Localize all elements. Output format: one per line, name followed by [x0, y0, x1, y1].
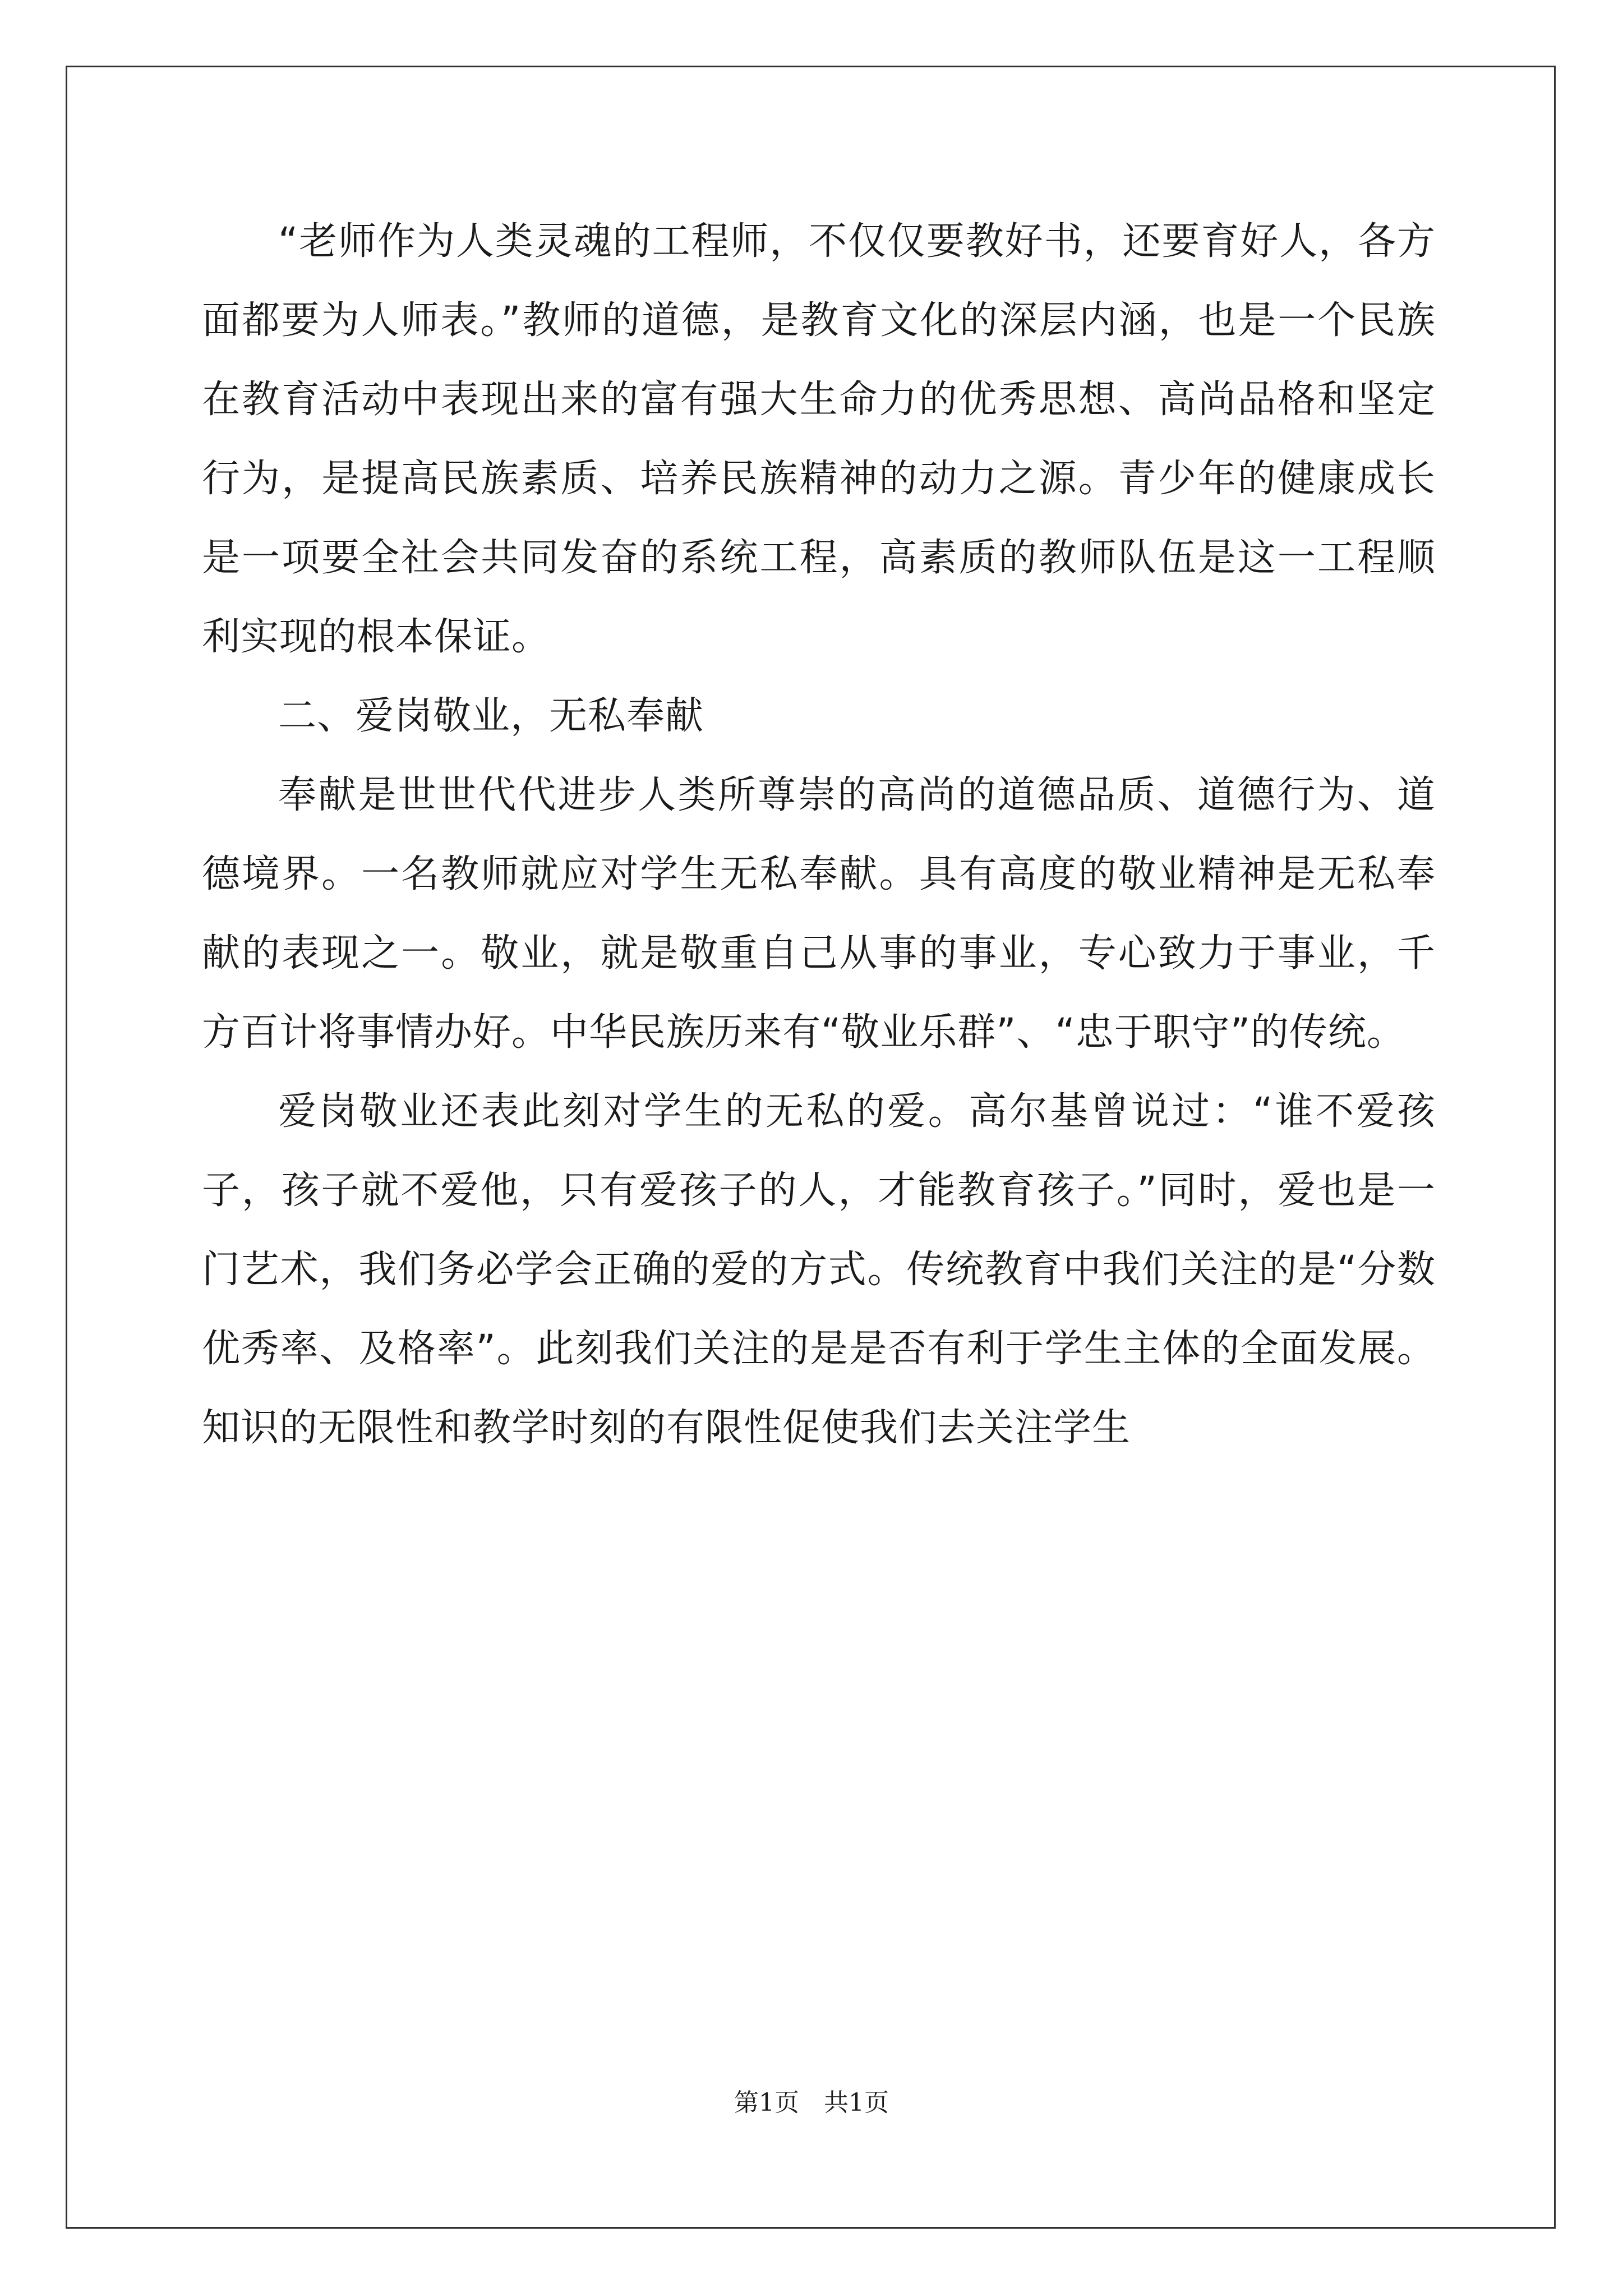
- page-number: 第1页: [734, 2088, 799, 2117]
- section-heading: 二、爱岗敬业，无私奉献: [278, 694, 704, 738]
- page-footer: [0, 2082, 1623, 2118]
- paragraph-intro: “老师作为人类灵魂的工程师，不仅仅要教好书，还要育好人，各方面都要为人师表。”教师的道德，是教育文化的深层内涵，也是一个民族在教育活动中表现出来的富有强大生命力的优秀思想、高尚品格和坚定行为，是提高民族素质、培养民族精神的动力之源。青少年的健康成长是一项要全社会共同发奋的系统工程，高素质的教师队伍是这一工程顺利实现的根本保证。: [202, 219, 1436, 659]
- document-body: [202, 202, 1436, 1467]
- paragraph-dedication: 奉献是世世代代进步人类所尊崇的高尚的道德品质、道德行为、道德境界。一名教师就应对学生无私奉献。具有高度的敬业精神是无私奉献的表现之一。敬业，就是敬重自己从事的事业，专心致力于事业，千方百计将事情办好。中华民族历来有“敬业乐群”、“忠于职守”的传统。: [202, 773, 1436, 1055]
- paragraph-love: 爱岗敬业还表此刻对学生的无私的爱。高尔基曾说过：“谁不爱孩子，孩子就不爱他，只有爱孩子的人，才能教育孩子。”同时，爱也是一门艺术，我们务必学会正确的爱的方式。传统教育中我们关注的是“分数优秀率、及格率”。此刻我们关注的是是否有利于学生主体的全面发展。知识的无限性和教学时刻的有限性促使我们去关注学生: [202, 1089, 1436, 1450]
- page-total: 共1页: [824, 2088, 889, 2117]
